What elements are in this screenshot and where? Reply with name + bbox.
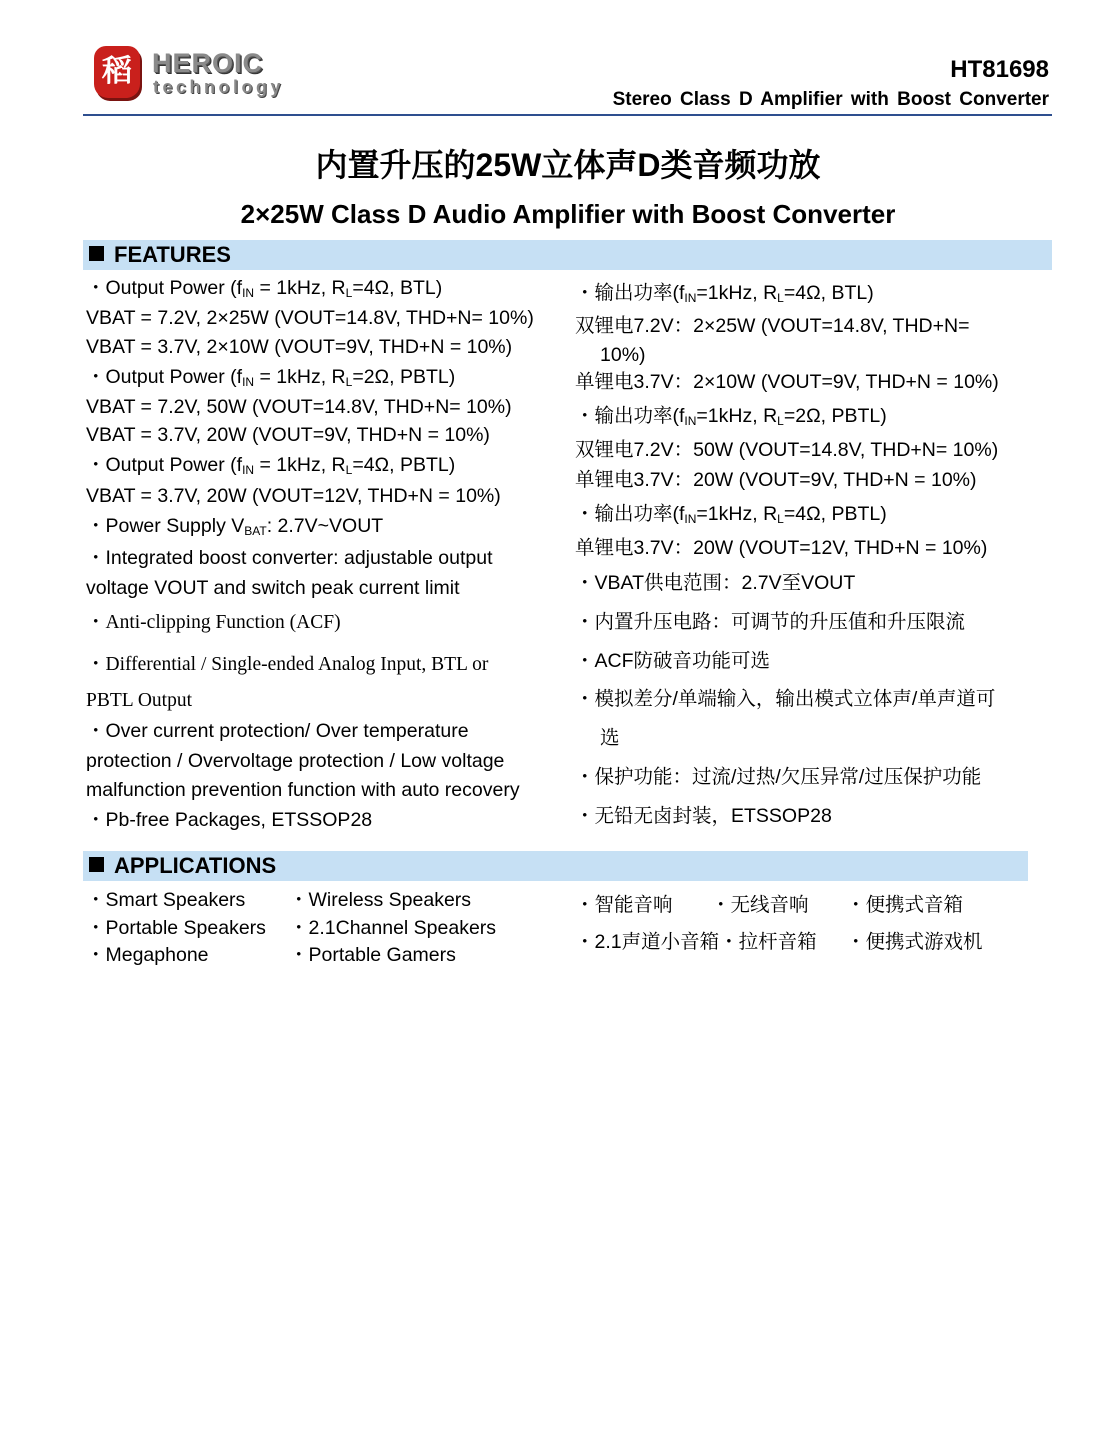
logo-seal-icon: 稻: [94, 46, 140, 98]
header-divider: [83, 114, 1052, 116]
feature-line: ・内置升压电路：可调节的升压值和升压限流: [575, 611, 966, 633]
feature-line: ・输出功率($f_{IN}=1kHz$, $R_L=2\Omega$, PBTL): [575, 405, 887, 428]
app-item: ・Wireless Speakers: [289, 889, 472, 911]
feature-line: ・ACF防破音功能可选: [575, 650, 771, 672]
feature-line: ・Integrated boost converter: adjustable output: [86, 547, 493, 569]
company-logo: [92, 44, 292, 104]
title-english: 2×25W Class D Audio Amplifier with Boost Converter: [240, 199, 896, 229]
feature-line: ・Output Power ($f_{IN} = 1kHz$, $R_L=4\Omega$, PBTL): [86, 454, 456, 477]
feature-line: VBAT = 3.7V, 20W (VOUT=12V, THD+N = 10%): [86, 485, 501, 507]
feature-line: PBTL Output: [86, 690, 192, 711]
feature-line: ・Differential / Single-ended Analog Input, BTL or: [86, 654, 489, 675]
feature-line: protection / Overvoltage protection / Low voltage: [86, 750, 505, 772]
bullet-square-icon: [89, 857, 104, 872]
feature-line: VBAT = 3.7V, 2×10W (VOUT=9V, THD+N = 10%): [86, 336, 513, 358]
header-subtitle: Stereo Class D Amplifier with Boost Converter: [612, 89, 1049, 110]
app-item: ・智能音响: [575, 894, 673, 916]
feature-line: ・Pb-free Packages, ETSSOP28: [86, 809, 373, 831]
logo-tagline: technology: [153, 77, 285, 97]
app-item: ・2.1Channel Speakers: [289, 917, 497, 939]
app-item: ・无线音响: [711, 894, 809, 916]
feature-line: ・Power Supply $V_{BAT}$: 2.7V~VOUT: [86, 515, 384, 538]
feature-line: ・无铅无卤封装，ETSSOP28: [575, 805, 832, 827]
features-heading: FEATURES: [83, 240, 1052, 270]
feature-line: 双锂电7.2V：50W (VOUT=14.8V, THD+N= 10%): [575, 439, 999, 461]
logo-name: HEROIC: [152, 48, 264, 78]
feature-line: 选: [600, 727, 620, 749]
feature-line: VBAT = 7.2V, 2×25W (VOUT=14.8V, THD+N= 10%): [86, 307, 534, 329]
feature-line: ・Output Power ($f_{IN} = 1kHz$, $R_L=2\Omega$, PBTL): [86, 366, 456, 389]
app-item: ・便携式音箱: [846, 894, 964, 916]
feature-line: ・模拟差分/单端输入，输出模式立体声/单声道可: [575, 688, 996, 710]
app-item: ・Portable Speakers: [86, 917, 266, 939]
app-item: ・Megaphone: [86, 944, 209, 966]
feature-line: ・输出功率($f_{IN}=1kHz$, $R_L=4\Omega$, BTL): [575, 282, 874, 305]
feature-line: ・保护功能：过流/过热/欠压异常/过压保护功能: [575, 766, 982, 788]
feature-line: 单锂电3.7V：2×10W (VOUT=9V, THD+N = 10%): [575, 371, 999, 393]
feature-line: ・Anti-clipping Function (ACF): [86, 612, 341, 633]
feature-line: VBAT = 3.7V, 20W (VOUT=9V, THD+N = 10%): [86, 424, 490, 446]
feature-line: 单锂电3.7V：20W (VOUT=9V, THD+N = 10%): [575, 469, 977, 491]
bullet-square-icon: [89, 246, 104, 261]
feature-line: voltage VOUT and switch peak current limit: [86, 577, 460, 599]
feature-line: 双锂电7.2V：2×25W (VOUT=14.8V, THD+N=: [575, 315, 970, 337]
app-item: ・2.1声道小音箱・拉杆音箱: [575, 931, 817, 953]
feature-line: ・输出功率($f_{IN}=1kHz$, $R_L=4\Omega$, PBTL): [575, 503, 887, 526]
feature-line: 10%): [600, 344, 646, 366]
app-item: ・便携式游戏机: [846, 931, 983, 953]
title-chinese: 内置升压的25W立体声D类音频功放: [315, 147, 821, 183]
app-item: ・Portable Gamers: [289, 944, 456, 966]
feature-line: malfunction prevention function with auto recovery: [86, 779, 520, 801]
applications-heading: APPLICATIONS: [83, 851, 1028, 881]
feature-line: 单锂电3.7V：20W (VOUT=12V, THD+N = 10%): [575, 537, 988, 559]
app-item: ・Smart Speakers: [86, 889, 246, 911]
feature-line: ・VBAT供电范围：2.7V至VOUT: [575, 572, 856, 594]
feature-line: ・Output Power ($f_{IN} = 1kHz$, $R_L=4\Omega$, BTL): [86, 277, 443, 300]
part-number: HT81698: [950, 56, 1049, 83]
feature-line: ・Over current protection/ Over temperature: [86, 720, 469, 742]
feature-line: VBAT = 7.2V, 50W (VOUT=14.8V, THD+N= 10%): [86, 396, 512, 418]
